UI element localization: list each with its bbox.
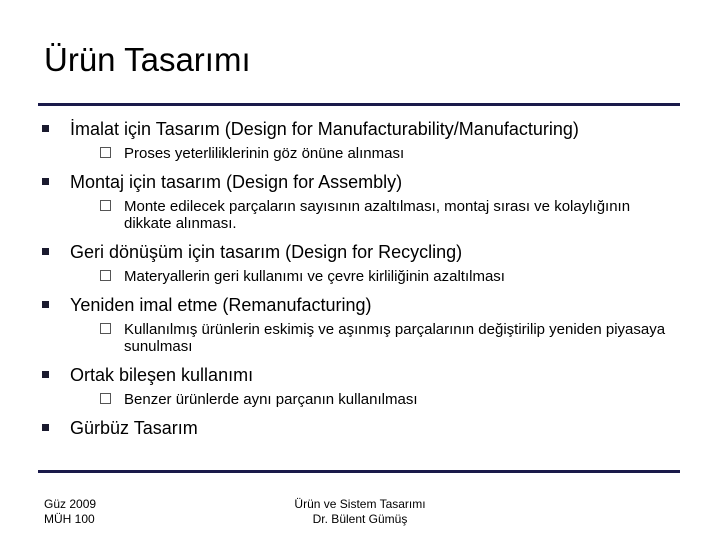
square-bullet-icon xyxy=(42,178,49,185)
bullet-item xyxy=(42,241,692,263)
sub-bullet-item xyxy=(100,145,692,162)
bullet-item xyxy=(42,364,692,386)
footer-course-code: MÜH 100 xyxy=(44,512,95,526)
bullet-text: İmalat için Tasarım (Design for Manufacturability/Manufacturing) xyxy=(70,119,579,139)
hollow-square-bullet-icon xyxy=(100,147,111,158)
hollow-square-bullet-icon xyxy=(100,323,111,334)
footer-course-title: Ürün ve Sistem Tasarımı xyxy=(294,497,426,511)
square-bullet-icon xyxy=(42,371,49,378)
bullet-text: Ortak bileşen kullanımı xyxy=(70,365,254,385)
sub-bullet-item xyxy=(100,321,684,355)
sub-bullet-item xyxy=(100,198,644,232)
sub-bullet-text: Kullanılmış ürünlerin eskimiş ve aşınmış parçalarının değiştirilip yeniden piyasaya sunulması xyxy=(124,321,666,355)
slide-title: Ürün Tasarımı xyxy=(44,41,251,78)
bullet-item xyxy=(42,118,692,140)
hollow-square-bullet-icon xyxy=(100,393,111,404)
bullet-text: Gürbüz Tasarım xyxy=(70,418,198,438)
square-bullet-icon xyxy=(42,424,49,431)
square-bullet-icon xyxy=(42,248,49,255)
sub-bullet-text: Proses yeterliliklerinin göz önüne alınması xyxy=(124,145,405,162)
bullet-list xyxy=(42,118,692,439)
hollow-square-bullet-icon xyxy=(100,200,111,211)
title-divider xyxy=(38,103,680,106)
bullet-item xyxy=(42,171,692,193)
sub-bullet-text: Materyallerin geri kullanımı ve çevre kirliliğinin azaltılması xyxy=(124,268,505,285)
bullet-item xyxy=(42,294,692,316)
bullet-item xyxy=(42,417,692,439)
square-bullet-icon xyxy=(42,125,49,132)
footer-instructor: Dr. Bülent Gümüş xyxy=(312,512,408,526)
bullet-text: Geri dönüşüm için tasarım (Design for Recycling) xyxy=(70,242,463,262)
square-bullet-icon xyxy=(42,301,49,308)
sub-bullet-item xyxy=(100,391,692,408)
sub-bullet-text: Monte edilecek parçaların sayısının azaltılması, montaj sırası ve kolaylığının dikkate alınması. xyxy=(124,198,631,232)
footer-term: Güz 2009 xyxy=(44,497,97,511)
footer-lecture-info xyxy=(260,497,460,527)
footer-course-info xyxy=(44,497,96,527)
sub-bullet-text: Benzer ürünlerde aynı parçanın kullanılması xyxy=(124,391,418,408)
hollow-square-bullet-icon xyxy=(100,270,111,281)
bullet-text: Yeniden imal etme (Remanufacturing) xyxy=(70,295,372,315)
bullet-text: Montaj için tasarım (Design for Assembly) xyxy=(70,172,403,192)
footer-divider xyxy=(38,470,680,473)
sub-bullet-item xyxy=(100,268,692,285)
